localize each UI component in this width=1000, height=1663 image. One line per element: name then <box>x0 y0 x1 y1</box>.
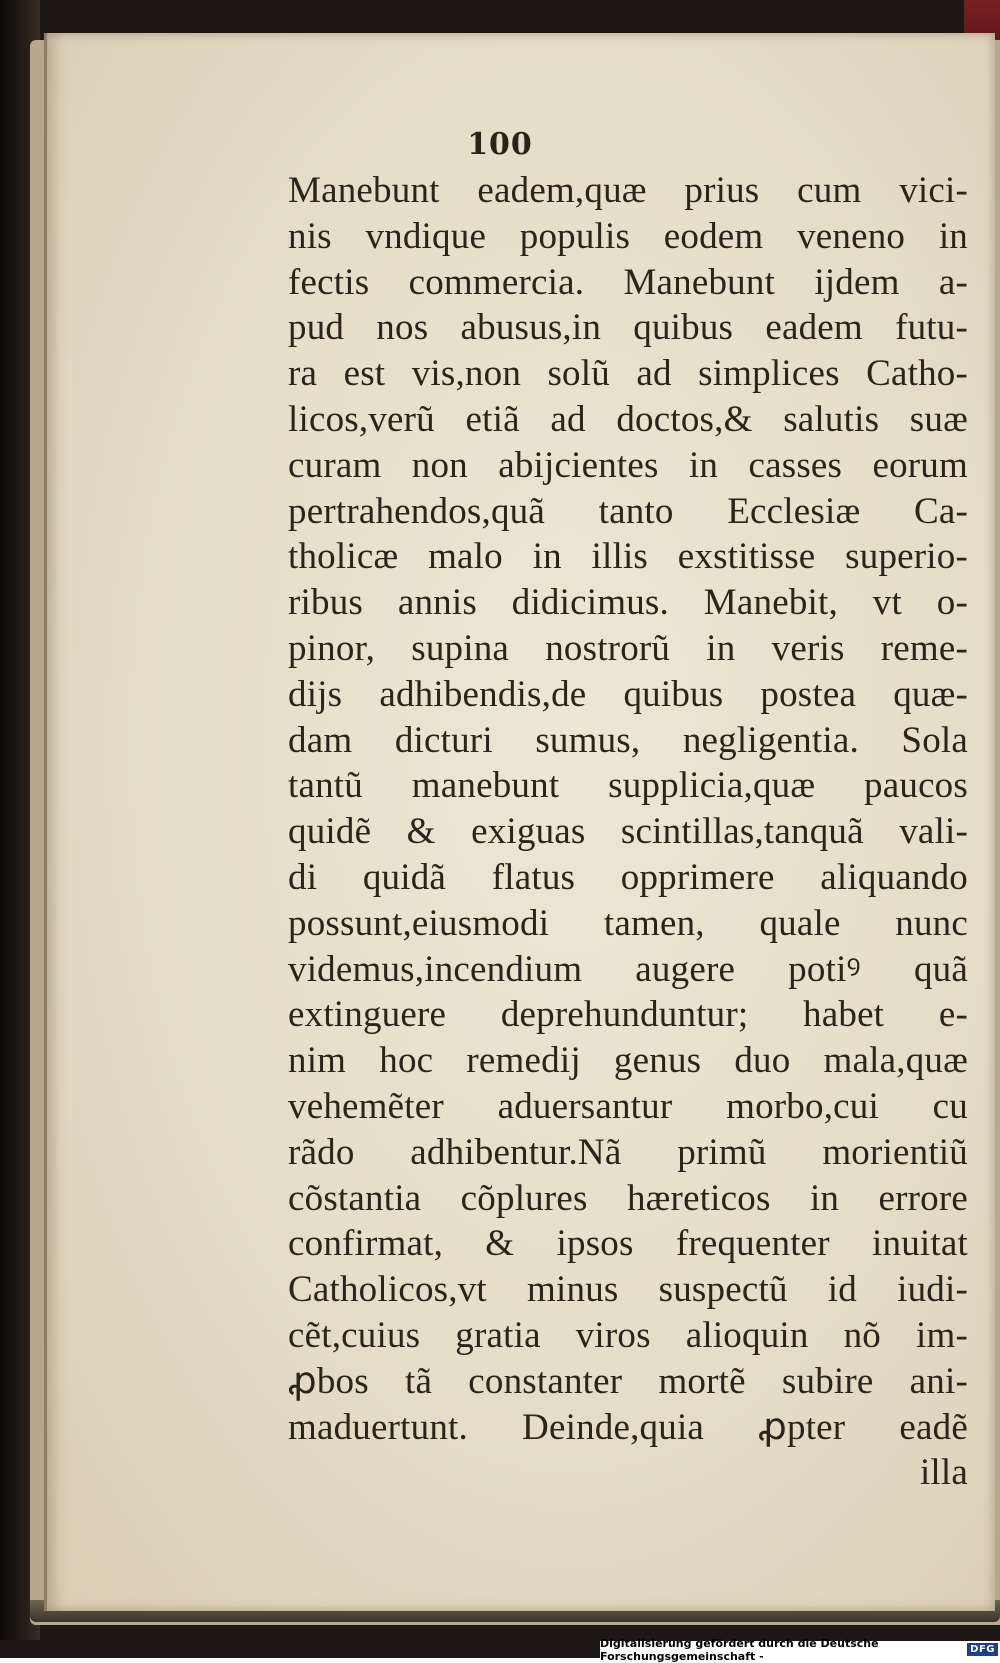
text-line: ra est vis,non solũ ad simplices Catho- <box>288 353 968 395</box>
text-line: dijs adhibendis,de quibus postea quæ- <box>288 673 968 715</box>
catchword: illa <box>919 1452 968 1494</box>
text-line: pinor, supina nostrorũ in veris reme- <box>288 627 968 669</box>
page-number: 100 <box>467 127 533 162</box>
text-line: dam dicturi sumus, negligentia. Sola <box>288 719 968 761</box>
text-line: di quidã flatus opprimere aliquando <box>288 856 968 898</box>
funding-notice: Digitalisierung gefördert durch die Deutsche Forschungsgemeinschaft - <box>600 1636 879 1663</box>
text-line: ribus annis didicimus. Manebit, vt o- <box>288 582 968 624</box>
digitization-footer <box>600 1636 1000 1663</box>
text-line: cõstantia cõplures hæreticos in errore <box>288 1177 968 1219</box>
text-line: Catholicos,vt minus suspectũ id iudi- <box>288 1269 968 1311</box>
text-line: licos,verũ etiã ad doctos,& salutis suæ <box>288 398 968 440</box>
text-line: pertrahendos,quã tanto Ecclesiæ Ca- <box>288 490 968 532</box>
text-line: vehemẽter aduersantur morbo,cui cu <box>288 1085 968 1127</box>
text-line: pud nos abusus,in quibus eadem futu- <box>288 307 968 349</box>
text-line: nis vndique populis eodem veneno in <box>288 215 968 257</box>
text-line: extinguere deprehunduntur; habet e- <box>288 994 968 1036</box>
text-line: quidẽ & exiguas scintillas,tanquã vali- <box>288 811 968 853</box>
text-line: maduertunt. Deinde,quia ꝓpter eadẽ <box>288 1406 968 1448</box>
text-line: Manebunt eadem,quæ prius cum vici- <box>288 170 968 211</box>
text-line: cẽt,cuius gratia viros alioquin nõ im- <box>288 1314 968 1356</box>
text-line: confirmat, & ipsos frequenter inuitat <box>288 1223 968 1265</box>
text-line: curam non abijcientes in casses eorum <box>288 444 968 486</box>
text-line: tantũ manebunt supplicia,quæ paucos <box>288 765 968 807</box>
text-line: videmus,incendium augere potiꝰ quã <box>288 948 968 990</box>
text-line: nim hoc remedij genus duo mala,quæ <box>288 1040 968 1082</box>
body-text <box>288 168 968 1496</box>
text-line: fectis commercia. Manebunt ijdem a- <box>288 261 968 303</box>
dfg-logo: DFG <box>967 1643 998 1656</box>
text-line: tholicæ malo in illis exstitisse superio- <box>288 536 968 578</box>
text-line: possunt,eiusmodi tamen, quale nunc <box>288 902 968 944</box>
text-line: ꝓbos tã constanter mortẽ subire ani- <box>288 1360 968 1402</box>
text-line: rãdo adhibentur.Nã primũ morientiũ <box>288 1131 968 1173</box>
